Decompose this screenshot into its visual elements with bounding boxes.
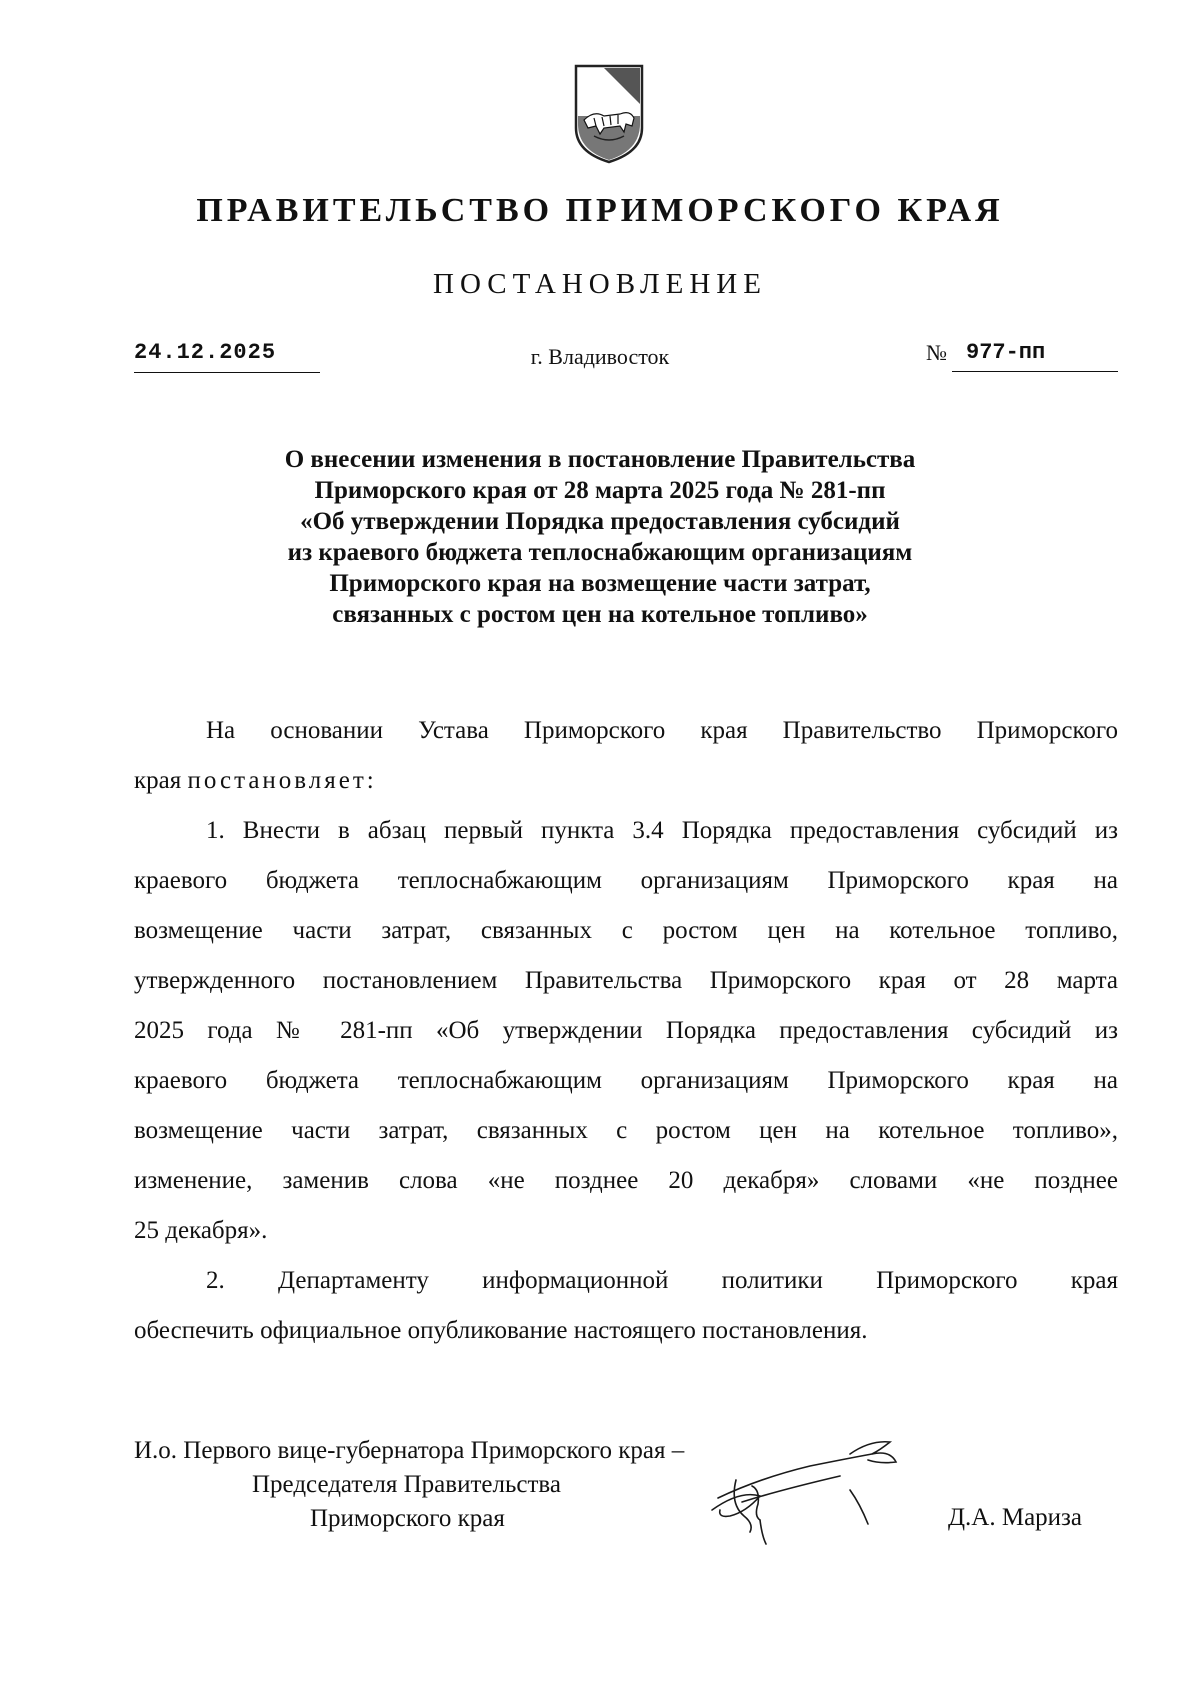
decree-word: постановляет:: [187, 767, 377, 794]
preamble-prefix: края: [134, 767, 182, 794]
body-line: 1. Внести в абзац первый пункта 3.4 Порядка предоставления субсидий из: [206, 817, 1118, 844]
position-line: Приморского края: [310, 1505, 505, 1532]
body-line: 25 декабря».: [134, 1217, 268, 1244]
item-2-paragraph: [134, 1256, 1118, 1356]
document-number: 977-пп: [952, 340, 1118, 372]
body-line: 2025 года № 281-пп «Об утверждении Порядка предоставления субсидий из: [134, 1017, 1118, 1044]
signatory-name: Д.А. Мариза: [948, 1504, 1083, 1531]
number-sign: №: [926, 340, 947, 365]
body-line: [134, 756, 1118, 806]
body-line: На основании Устава Приморского края Правительство Приморского: [206, 717, 1118, 744]
document-body: [134, 706, 1118, 1356]
coat-of-arms-icon: [574, 64, 644, 164]
subject-line: связанных с ростом цен на котельное топливо»: [332, 601, 868, 628]
subject-line: из краевого бюджета теплоснабжающим организациям: [287, 539, 913, 566]
item-1-paragraph: [134, 806, 1118, 1256]
subject-line: Приморского края от 28 марта 2025 года № 281-пп: [314, 477, 886, 504]
handwritten-signature: [700, 1420, 970, 1550]
body-line: краевого бюджета теплоснабжающим организациям Приморского края на: [134, 867, 1118, 894]
position-line: И.о. Первого вице-губернатора Приморского края –: [134, 1437, 685, 1464]
body-line: обеспечить официальное опубликование настоящего постановления.: [134, 1317, 868, 1344]
document-date: 24.12.2025: [134, 340, 320, 373]
body-line: возмещение части затрат, связанных с ростом цен на котельное топливо»,: [134, 1117, 1118, 1144]
body-line: краевого бюджета теплоснабжающим организациям Приморского края на: [134, 1067, 1118, 1094]
subject-line: О внесении изменения в постановление Правительства: [284, 446, 916, 473]
body-line: возмещение части затрат, связанных с ростом цен на котельное топливо,: [134, 917, 1118, 944]
document-subject: [200, 444, 1000, 630]
body-line: 2. Департаменту информационной политики Приморского края: [206, 1267, 1118, 1294]
subject-line: Приморского края на возмещение части затрат,: [329, 570, 871, 597]
subject-line: «Об утверждении Порядка предоставления субсидий: [300, 508, 900, 535]
document-type: ПОСТАНОВЛЕНИЕ: [433, 268, 767, 300]
document-city: г. Владивосток: [530, 344, 670, 369]
organization-title: ПРАВИТЕЛЬСТВО ПРИМОРСКОГО КРАЯ: [196, 192, 1004, 229]
position-line: Председателя Правительства: [252, 1471, 561, 1498]
body-line: изменение, заменив слова «не позднее 20 декабря» словами «не позднее: [134, 1167, 1118, 1194]
preamble-paragraph: [134, 706, 1118, 806]
body-line: утвержденного постановлением Правительства Приморского края от 28 марта: [134, 967, 1118, 994]
